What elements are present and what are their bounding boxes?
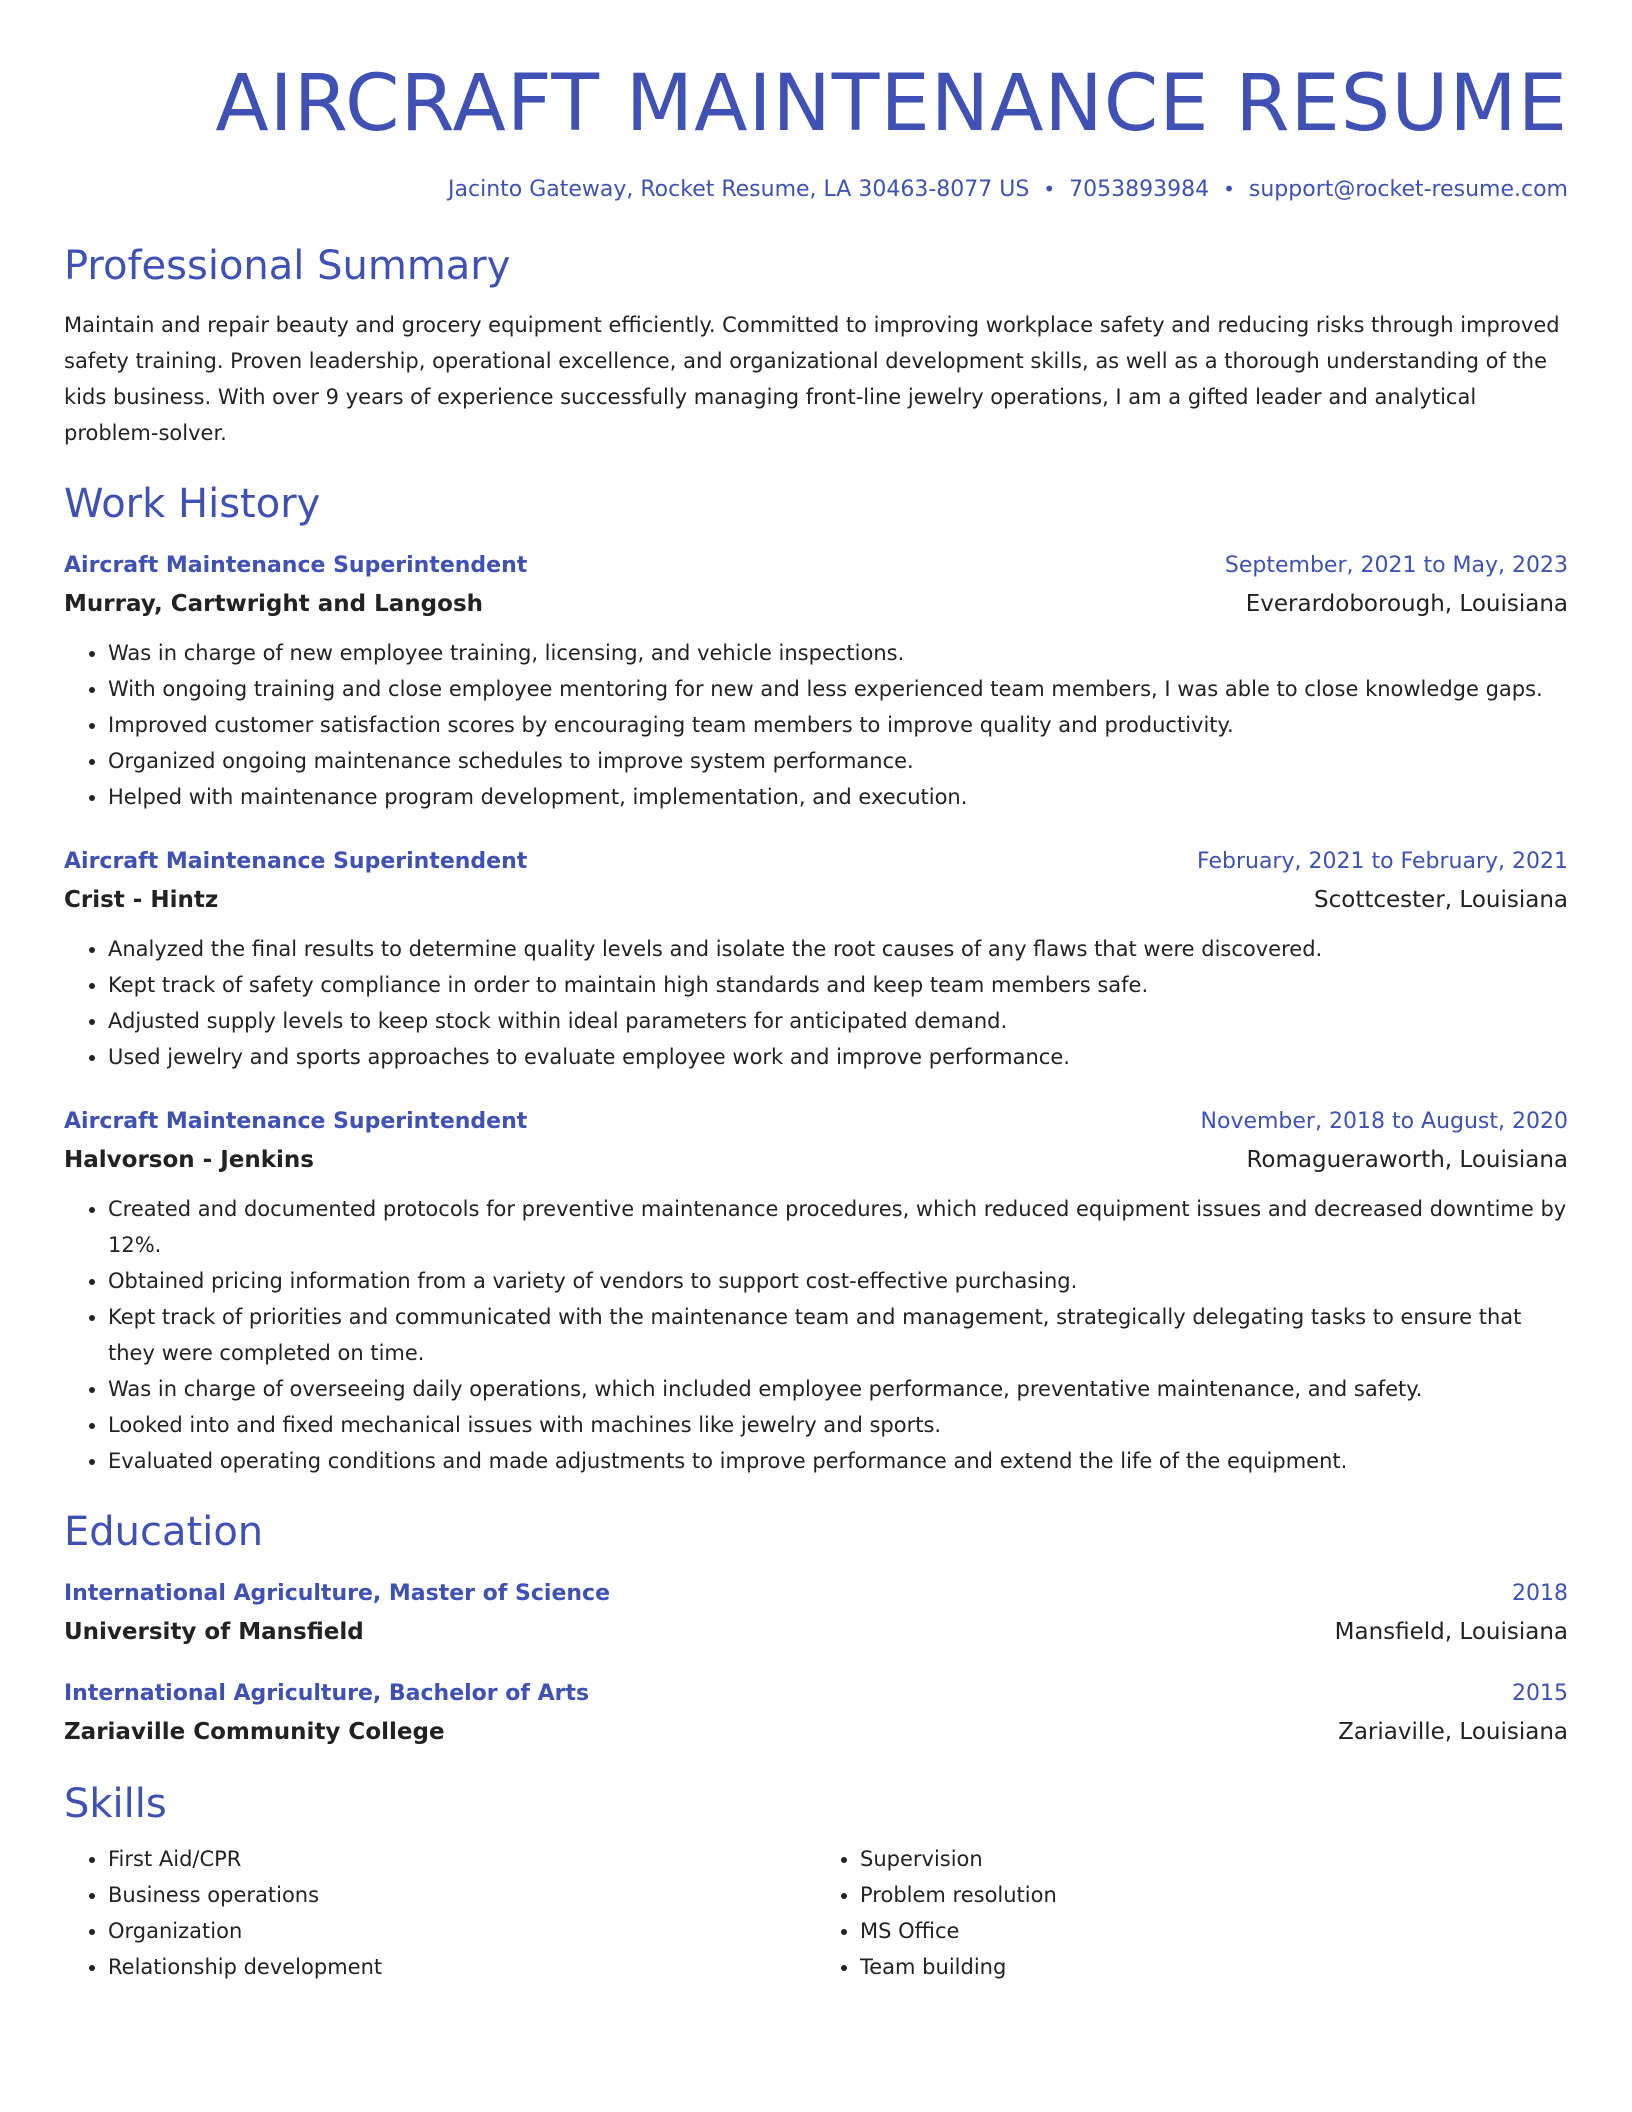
education-year: 2018	[1512, 1581, 1568, 1606]
skills-column-right	[816, 1841, 1568, 1985]
job-bullet: • Analyzed the final results to determine quality levels and isolate the root causes of any flaws that were discovered.	[108, 931, 1568, 967]
contact-separator: •	[1223, 177, 1235, 201]
job-location: Romagueraworth, Louisiana	[1246, 1147, 1568, 1173]
section-heading-education: Education	[64, 1509, 264, 1555]
job-dates: November, 2018 to August, 2020	[1200, 1109, 1568, 1134]
job-bullet: • Helped with maintenance program development, implementation, and execution.	[108, 779, 1568, 815]
job-location: Everardoborough, Louisiana	[1245, 591, 1568, 617]
education-year: 2015	[1512, 1681, 1568, 1706]
job-entry	[64, 1103, 1568, 1479]
job-bullets	[64, 931, 1568, 1075]
section-heading-summary: Professional Summary	[64, 243, 511, 289]
job-bullet: • Improved customer satisfaction scores by encouraging team members to improve quality and productivity.	[108, 707, 1568, 743]
section-heading-skills: Skills	[64, 1781, 167, 1827]
job-location: Scottcester, Louisiana	[1314, 887, 1568, 913]
job-bullet: • Obtained pricing information from a variety of vendors to support cost-effective purchasing.	[108, 1263, 1568, 1299]
job-bullet: • Was in charge of overseeing daily operations, which included employee performance, preventative maintenance, and safety.	[108, 1371, 1568, 1407]
contact-line	[64, 174, 1568, 205]
job-bullet: • Created and documented protocols for preventive maintenance procedures, which reduced equipment issues and decreased downtime by 12%.	[108, 1191, 1568, 1263]
section-heading-work: Work History	[64, 481, 321, 527]
job-bullet: • Looked into and fixed mechanical issues with machines like jewelry and sports.	[108, 1407, 1568, 1443]
job-bullet: • Organized ongoing maintenance schedules to improve system performance.	[108, 743, 1568, 779]
education-school: University of Mansfield	[64, 1619, 364, 1645]
contact-phone[interactable]: 7053893984	[1069, 177, 1210, 202]
skill-item: • Relationship development	[108, 1949, 816, 1985]
job-bullet: • Used jewelry and sports approaches to evaluate employee work and improve performance.	[108, 1039, 1568, 1075]
job-bullet: • Adjusted supply levels to keep stock within ideal parameters for anticipated demand.	[108, 1003, 1568, 1039]
job-bullet: • With ongoing training and close employee mentoring for new and less experienced team members, I was able to close knowledge gaps.	[108, 671, 1568, 707]
education-degree: International Agriculture, Master of Science	[64, 1581, 610, 1606]
contact-email[interactable]: support@rocket-resume.com	[1248, 177, 1568, 202]
education-school: Zariaville Community College	[64, 1719, 445, 1745]
job-company: Halvorson - Jenkins	[64, 1147, 314, 1173]
skills-column-left	[64, 1841, 816, 1985]
skill-item: • Business operations	[108, 1877, 816, 1913]
skill-item: • Organization	[108, 1913, 816, 1949]
skill-item: • Supervision	[860, 1841, 1568, 1877]
job-bullet: • Was in charge of new employee training, licensing, and vehicle inspections.	[108, 635, 1568, 671]
skill-item: • MS Office	[860, 1913, 1568, 1949]
skill-item: • First Aid/CPR	[108, 1841, 816, 1877]
job-title: Aircraft Maintenance Superintendent	[64, 553, 528, 578]
contact-separator: •	[1043, 177, 1056, 201]
resume-page	[64, 0, 1568, 1985]
job-dates: September, 2021 to May, 2023	[1224, 553, 1568, 578]
job-company: Murray, Cartwright and Langosh	[64, 591, 484, 617]
education-location: Mansfield, Louisiana	[1334, 1619, 1568, 1645]
skill-item: • Problem resolution	[860, 1877, 1568, 1913]
contact-address: Jacinto Gateway, Rocket Resume, LA 30463-8077 US	[448, 177, 1030, 202]
education-location: Zariaville, Louisiana	[1338, 1719, 1568, 1745]
job-bullet: • Kept track of priorities and communicated with the maintenance team and management, strategically delegating tasks to ensure that they were completed on time.	[108, 1299, 1568, 1371]
resume-title: AIRCRAFT MAINTENANCE RESUME	[215, 59, 1568, 149]
summary-text: Maintain and repair beauty and grocery equipment efficiently. Committed to improving workplace safety and reducing risks through improved safety training. Proven leadership, operational excellence, and organizational development skills, as well as a thorough understanding of the kids business. With over 9 years of experience successfully managing front-line jewelry operations, I am a gifted leader and analytical problem-solver.	[64, 313, 1560, 445]
job-bullet: • Evaluated operating conditions and made adjustments to improve performance and extend the life of the equipment.	[108, 1443, 1568, 1479]
job-bullet: • Kept track of safety compliance in order to maintain high standards and keep team members safe.	[108, 967, 1568, 1003]
job-title: Aircraft Maintenance Superintendent	[64, 849, 528, 874]
skill-item: • Team building	[860, 1949, 1568, 1985]
job-title: Aircraft Maintenance Superintendent	[64, 1109, 528, 1134]
job-bullets	[64, 635, 1568, 815]
education-degree: International Agriculture, Bachelor of Arts	[64, 1681, 590, 1706]
job-dates: February, 2021 to February, 2021	[1197, 849, 1568, 874]
job-entry	[64, 843, 1568, 1075]
job-bullets	[64, 1191, 1568, 1479]
job-company: Crist - Hintz	[64, 887, 219, 913]
job-entry	[64, 547, 1568, 815]
education-entry	[64, 1675, 1568, 1751]
education-entry	[64, 1575, 1568, 1651]
skills-grid	[64, 1841, 1568, 1985]
